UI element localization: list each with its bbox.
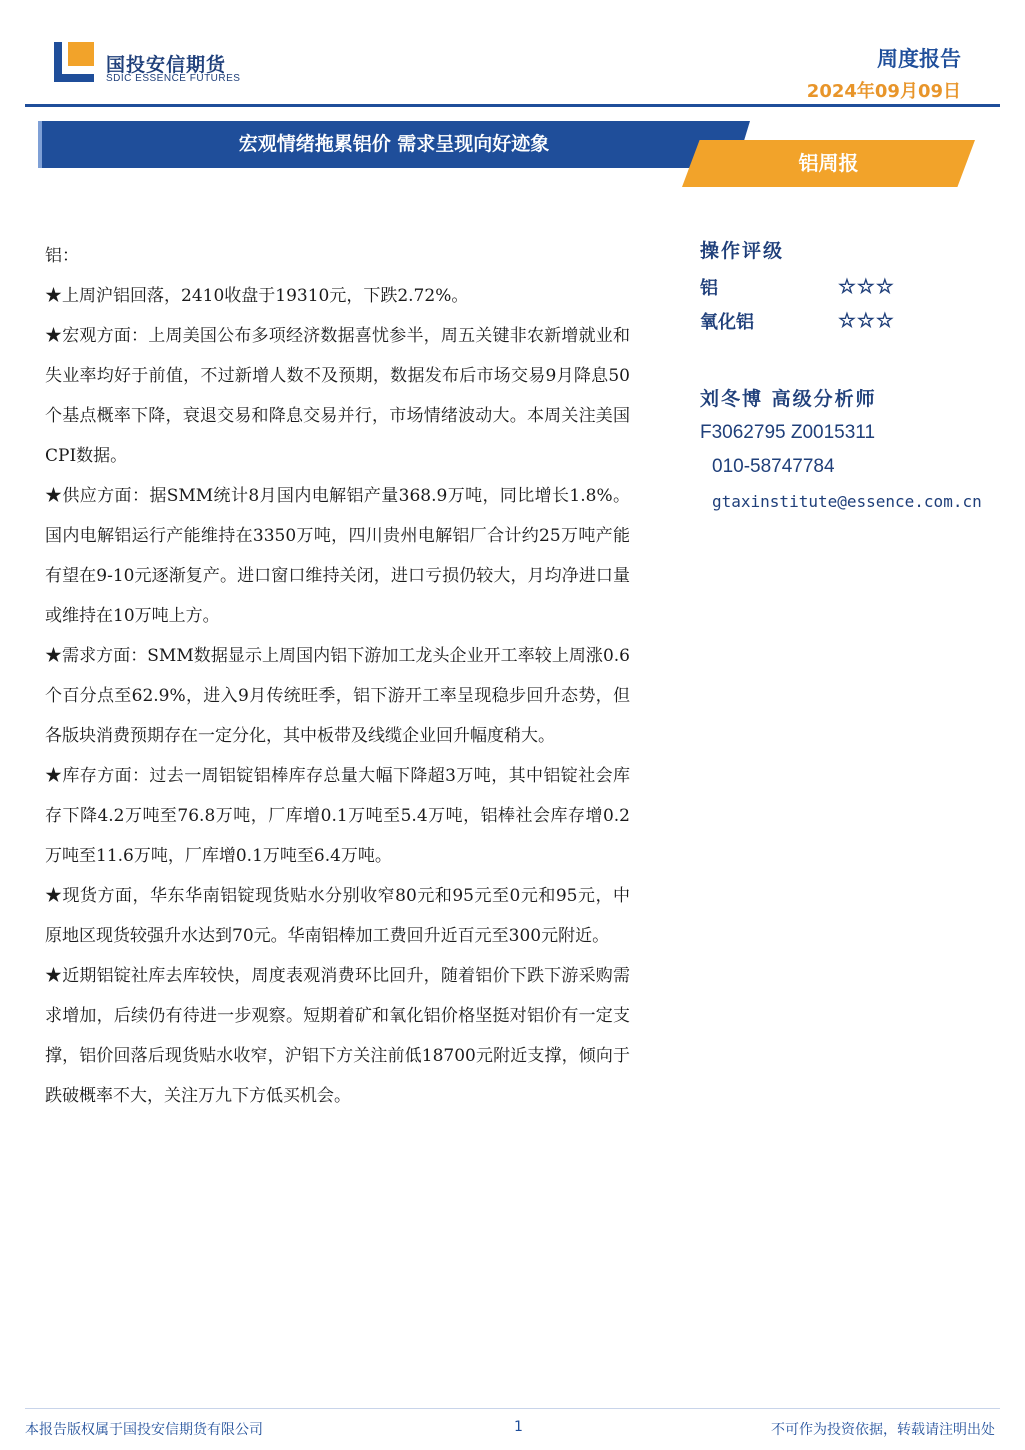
report-tag: 铝周报 <box>798 151 859 175</box>
rating-name: 铝 <box>700 278 718 299</box>
report-type: 周度报告 <box>877 47 961 71</box>
report-date: 2024年09月09日 <box>806 81 961 102</box>
analyst-email[interactable]: gtaxinstitute@essence.com.cn <box>712 492 982 511</box>
footer-divider <box>25 1408 1000 1409</box>
body-paragraph: ★供应方面：据SMM统计8月国内电解铝产量368.9万吨，同比增长1.8%。国内电解铝运行产能维持在3350万吨，四川贵州电解铝厂合计约25万吨产能有望在9-10元逐渐复产。进口窗口维持关闭，进口亏损仍较大，月均净进口量或维持在10万吨上方。 <box>45 486 630 626</box>
body-intro: 铝： <box>45 246 79 266</box>
brand-name-en: SDIC ESSENCE FUTURES <box>106 73 241 84</box>
page-number: 1 <box>514 1419 523 1435</box>
brand-name-cn: 国投安信期货 <box>106 54 227 76</box>
header-divider <box>25 104 1000 107</box>
body-paragraph: ★现货方面，华东华南铝锭现货贴水分别收窄80元和95元至0元和95元，中原地区现货较强升水达到70元。华南铝棒加工费回升近百元至300元附近。 <box>45 886 630 946</box>
rating-name: 氧化铝 <box>700 312 754 333</box>
analyst-name: 刘冬博 高级分析师 <box>700 388 877 410</box>
body-paragraph: ★上周沪铝回落，2410收盘于19310元，下跌2.72%。 <box>45 286 469 306</box>
footer-disclaimer: 不可作为投资依据，转载请注明出处 <box>771 1422 995 1438</box>
body-paragraph: ★近期铝锭社库去库较快，周度表观消费环比回升，随着铝价下跌下游采购需求增加，后续仍有待进一步观察。短期着矿和氧化铝价格坚挺对铝价有一定支撑，铝价回落后现货贴水收窄，沪铝下方关注前低18700元附近支撑，倾向于跌破概率不大，关注万九下方低买机会。 <box>45 966 630 1106</box>
body-paragraph: ★需求方面：SMM数据显示上周国内铝下游加工龙头企业开工率较上周涨0.6个百分点至62.9%，进入9月传统旺季，铝下游开工率呈现稳步回升态势，但各版块消费预期存在一定分化，其中板带及线缆企业回升幅度稍大。 <box>45 646 630 746</box>
report-body <box>45 236 630 1116</box>
company-logo <box>54 42 94 82</box>
rating-title: 操作评级 <box>700 240 785 262</box>
footer-copyright: 本报告版权属于国投安信期货有限公司 <box>25 1422 263 1438</box>
body-paragraph: ★宏观方面：上周美国公布多项经济数据喜忧参半，周五关键非农新增就业和失业率均好于前值，不过新增人数不及预期，数据发布后市场交易9月降息50个基点概率下降，衰退交易和降息交易并行，市场情绪波动大。本周关注美国CPI数据。 <box>45 326 630 466</box>
star-rating-icon: ☆☆☆ <box>838 274 895 298</box>
analyst-license: F3062795 Z0015311 <box>700 422 876 443</box>
report-title: 宏观情绪拖累铝价 需求呈现向好迹象 <box>238 133 550 155</box>
body-paragraph: ★库存方面：过去一周铝锭铝棒库存总量大幅下降超3万吨，其中铝锭社会库存下降4.2万吨至76.8万吨，厂库增0.1万吨至5.4万吨，铝棒社会库存增0.2万吨至11.6万吨，厂库增0.1万吨至6.4万吨。 <box>45 766 630 866</box>
star-rating-icon: ☆☆☆ <box>838 308 895 332</box>
analyst-phone: 010-58747784 <box>712 456 835 477</box>
